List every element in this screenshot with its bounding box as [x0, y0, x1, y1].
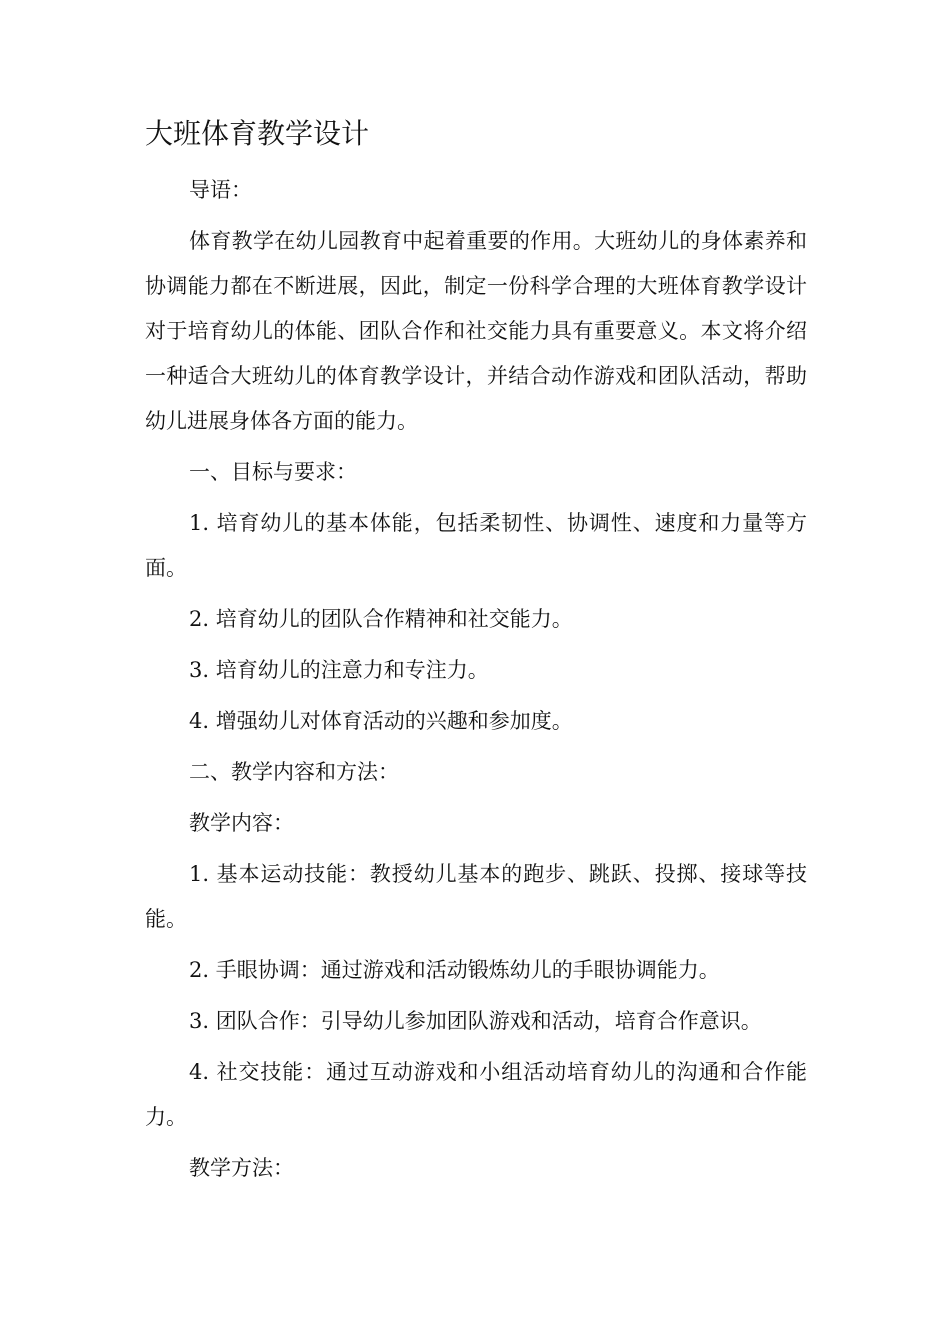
content-item-4: 4. 社交技能：通过互动游戏和小组活动培育幼儿的沟通和合作能力。	[145, 1060, 807, 1129]
content-item-3: 3. 团队合作：引导幼儿参加团队游戏和活动，培育合作意识。	[189, 1009, 762, 1033]
goal-item-2: 2. 培育幼儿的团队合作精神和社交能力。	[189, 607, 573, 631]
paragraph-intro-heading: 导语：	[189, 178, 252, 202]
paragraph-intro: 体育教学在幼儿园教育中起着重要的作用。大班幼儿的身体素养和协调能力都在不断进展，因此，制定一份科学合理的大班体育教学设计对于培育幼儿的体能、团队合作和社交能力具有重要意义。本文将介绍一种适合大班幼儿的体育教学设计，并结合动作游戏和团队活动，帮助幼儿进展身体各方面的能力。	[145, 229, 807, 433]
content-item-1: 1. 基本运动技能：教授幼儿基本的跑步、跳跃、投掷、接球等技能。	[145, 862, 807, 931]
document-title: 大班体育教学设计	[145, 117, 370, 150]
subheading-methods: 教学方法：	[189, 1156, 294, 1180]
goal-item-1: 1. 培育幼儿的基本体能，包括柔韧性、协调性、速度和力量等方面。	[145, 511, 807, 580]
goal-item-3: 3. 培育幼儿的注意力和专注力。	[189, 658, 489, 682]
document-body	[145, 112, 807, 1197]
section-heading-goals: 一、目标与要求：	[189, 460, 357, 484]
goal-item-4: 4. 增强幼儿对体育活动的兴趣和参加度。	[189, 709, 573, 733]
section-heading-content-methods: 二、教学内容和方法：	[189, 760, 399, 784]
content-item-2: 2. 手眼协调：通过游戏和活动锻炼幼儿的手眼协调能力。	[189, 958, 720, 982]
subheading-content: 教学内容：	[189, 811, 294, 835]
